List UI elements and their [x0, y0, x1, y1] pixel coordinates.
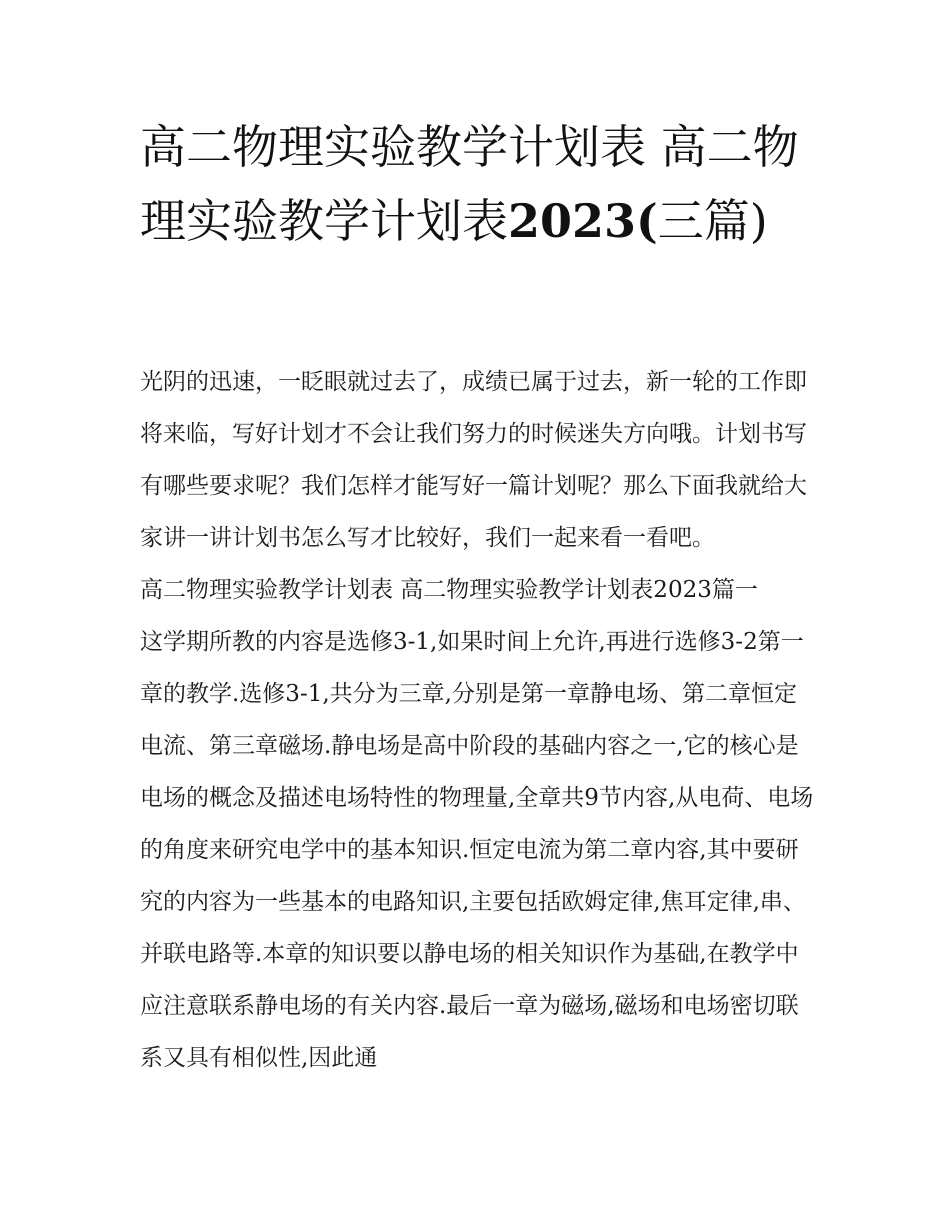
content-paragraph: 这学期所教的内容是选修3-1,如果时间上允许,再进行选修3-2第一章的教学.选修3-1,共分为三章,分别是第一章静电场、第二章恒定电流、第三章磁场.静电场是高中阶段的基础内容之一,它的核心是电场的概念及描述电场特性的物理量,全章共9节内容,从电荷、电场的角度来研究电学中的基本知识.恒定电流为第二章内容,其中要研究的内容为一些基本的电路知识,主要包括欧姆定律,焦耳定律,串、并联电路等.本章的知识要以静电场的相关知识作为基础,在教学中应注意联系静电场的有关内容.最后一章为磁场,磁场和电场密切联系又具有相似性,因此通 [140, 629, 814, 1071]
title-year: 2023( [508, 194, 658, 248]
document-title [140, 110, 820, 258]
section-heading-paragraph: 高二物理实验教学计划表 高二物理实验教学计划表2023篇一 [140, 577, 758, 603]
title-part-1: 高二物理实验教学计划表 高二物理实验教学计划表 [140, 120, 799, 248]
title-part-2: 三篇) [657, 194, 768, 248]
intro-paragraph: 光阴的迅速，一眨眼就过去了，成绩已属于过去，新一轮的工作即将来临，写好计划才不会让我们努力的时候迷失方向哦。计划书写有哪些要求呢？我们怎样才能写好一篇计划呢？那么下面我就给大家讲一讲计划书怎么写才比较好，我们一起来看一看吧。 [140, 369, 807, 551]
document-body [140, 356, 816, 1084]
